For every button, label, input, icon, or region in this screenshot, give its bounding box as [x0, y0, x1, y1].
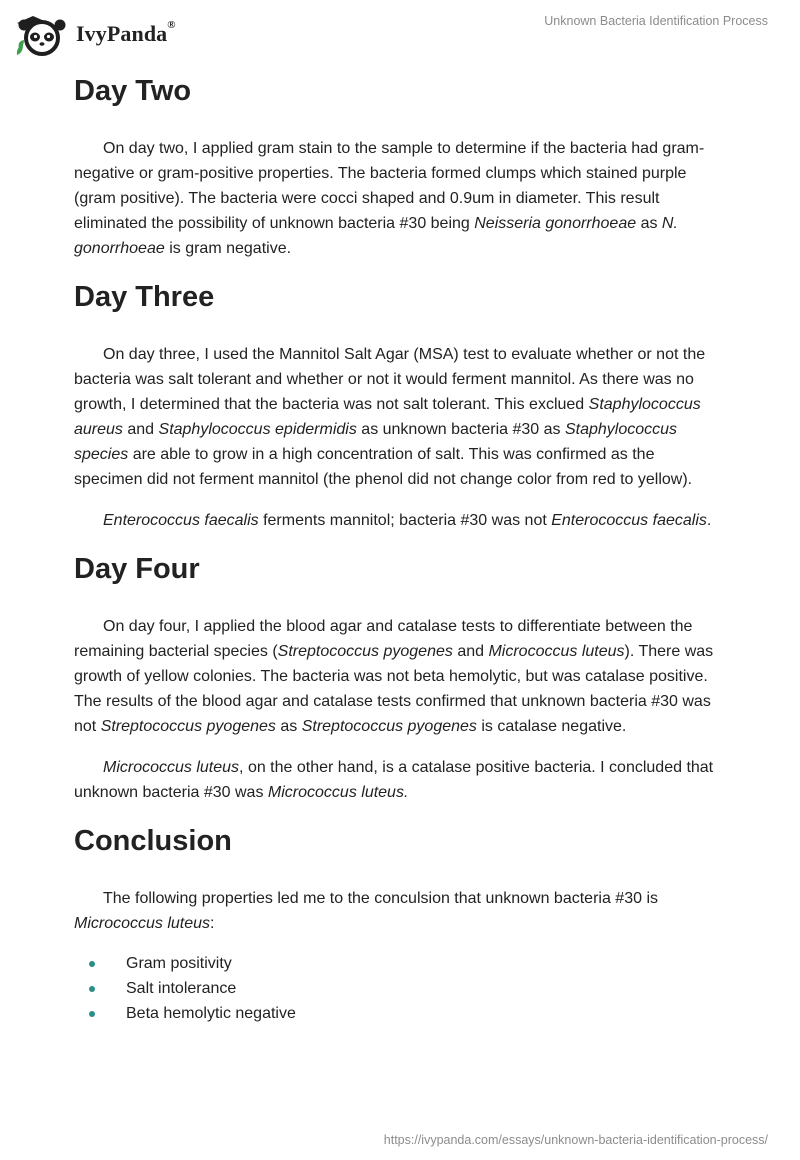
bullet-dot-icon	[89, 986, 95, 992]
list-item: Beta hemolytic negative	[74, 1001, 726, 1026]
heading-conclusion: Conclusion	[74, 825, 232, 857]
ivypanda-logo[interactable]	[15, 9, 195, 57]
list-item: Salt intolerance	[74, 976, 726, 1001]
document-title: Unknown Bacteria Identification Process	[544, 14, 768, 28]
heading-day-three: Day Three	[74, 281, 215, 313]
paragraph-day-three-msa: On day three, I used the Mannitol Salt Agar (MSA) test to evaluate whether or not the bacteria was salt tolerant and whether or not it would ferment mannitol. As there was no growth, I determined that the bacteria was not salt tolerant. This exclued Staphylococcus aureus and Staphylococcus epidermidis as unknown bacteria #30 as Staphylococcus species are able to grow in a high concentration of salt. This was confirmed as the specimen did not ferment mannitol (the phenol did not change color from red to yellow).	[74, 346, 706, 488]
properties-list	[74, 951, 726, 1026]
paragraph-day-four-conclusion: Micrococcus luteus, on the other hand, is a catalase positive bacteria. I concluded that unknown bacteria #30 was Micrococcus luteus.	[74, 759, 714, 801]
paragraph-day-four-tests: On day four, I applied the blood agar and catalase tests to differentiate between the remaining bacterial species (Streptococcus pyogenes and Micrococcus luteus). There was growth of yellow colonies. The bacteria was not beta hemolytic, but was catalase positive. The results of the blood agar and catalase tests confirmed that unknown bacteria #30 was not Streptococcus pyogenes as Streptococcus pyogenes is catalase negative.	[74, 618, 714, 735]
brand-name: IvyPanda®	[76, 19, 176, 46]
list-item: Gram positivity	[74, 951, 726, 976]
page-header	[0, 0, 800, 60]
essay-content	[74, 74, 726, 1026]
panda-graduation-cap-icon	[15, 9, 71, 57]
paragraph-day-two: On day two, I applied gram stain to the sample to determine if the bacteria had gram-negative or gram-positive properties. The bacteria formed clumps which stained purple (gram positive). The bacteria were cocci shaped and 0.9um in diameter. This result eliminated the possibility of unknown bacteria #30 being Neisseria gonorrhoeae as N. gonorrhoeae is gram negative.	[74, 140, 705, 257]
heading-day-two: Day Two	[74, 75, 192, 107]
bullet-dot-icon	[89, 961, 95, 967]
source-url[interactable]: https://ivypanda.com/essays/unknown-bacteria-identification-process/	[383, 1133, 768, 1147]
heading-day-four: Day Four	[74, 553, 200, 585]
paragraph-conclusion: The following properties led me to the conculsion that unknown bacteria #30 is Micrococcus luteus:	[74, 890, 658, 932]
paragraph-day-three-enterococcus: Enterococcus faecalis ferments mannitol; bacteria #30 was not Enterococcus faecalis.	[103, 512, 712, 529]
bullet-dot-icon	[89, 1011, 95, 1017]
